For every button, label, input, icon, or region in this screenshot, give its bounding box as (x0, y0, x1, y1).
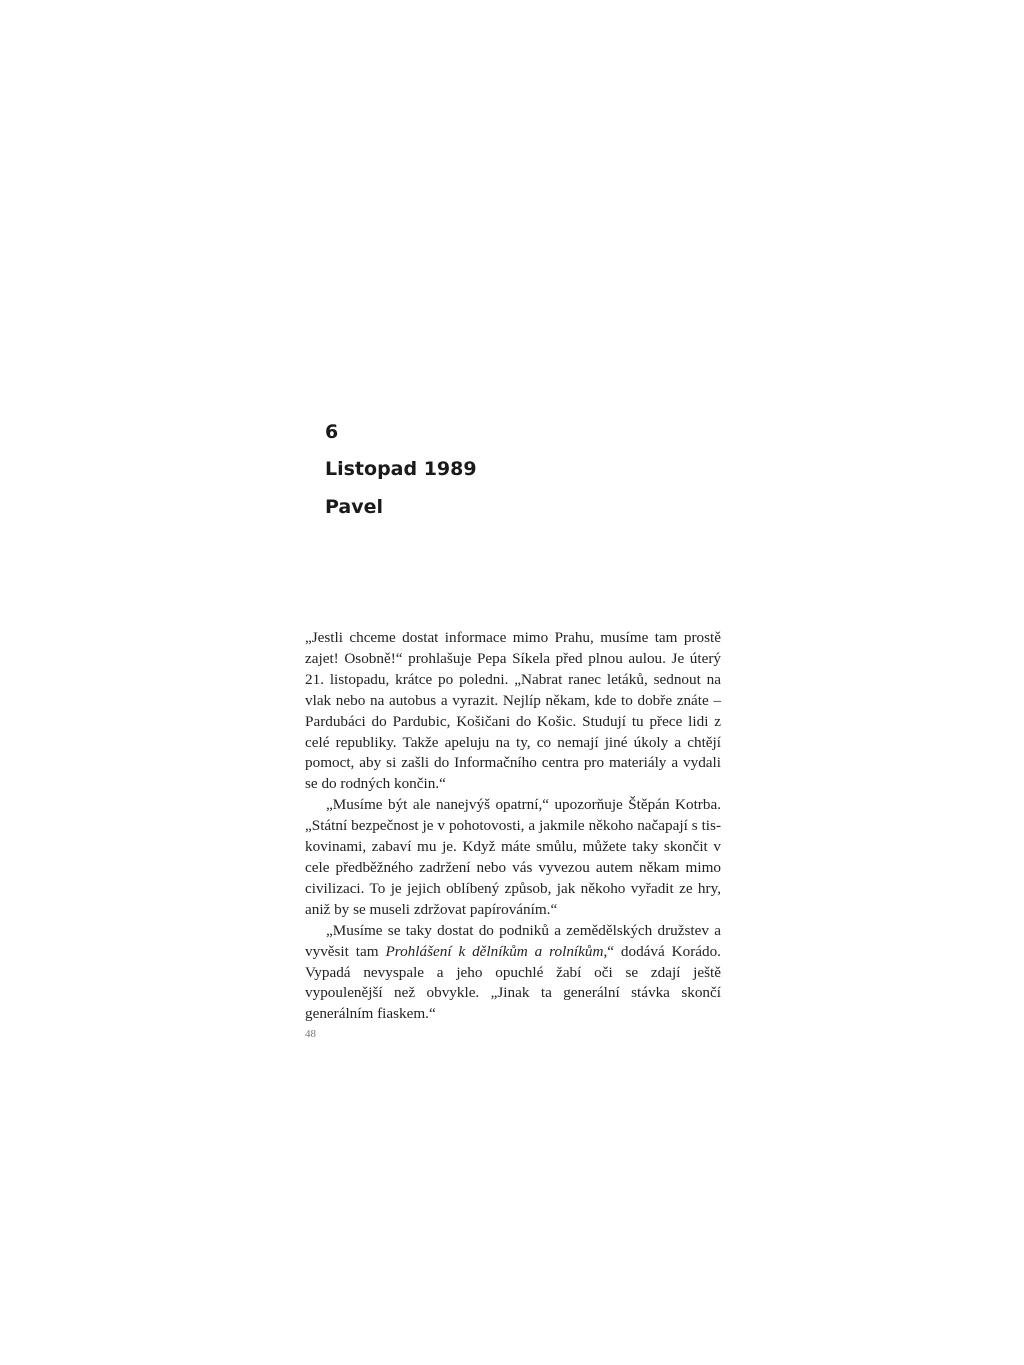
paragraph-text: ,“ dodává Korádo. Vypadá nevyspale a jeho opuchlé žabí oči se zdají ještě vypoulenější než obvykle. „Jinak ta generální stávka skončí generálním fiaskem.“ (305, 942, 721, 1023)
page-number: 48 (305, 1028, 316, 1040)
chapter-body (305, 628, 721, 1025)
paragraph: „Jestli chceme dostat informace mimo Prahu, musíme tam prostě zajet! Osobně!“ prohlašuje Pepa Síkela před plnou aulou. Je úterý 21. listopadu, krátce po poledni. „Nabrat ranec letáků, sednout na vlak nebo na autobus a vyrazit. Nejlíp někam, kde to dobře znáte – Pardubáci do Pardubic, Košičani do Košic. Studují tu přece lidi z celé republiky. Takže apeluju na ty, co nemají jiné úkoly a chtějí pomoct, aby si zašli do Informačního centra pro materiály a vydali se do rodných končin.“ (305, 629, 721, 793)
document-title-italic: Prohlášení k dělníkům a rolníkům (385, 942, 604, 960)
chapter-date: Listopad 1989 (325, 458, 477, 480)
chapter-character: Pavel (325, 496, 384, 518)
paragraph (305, 921, 721, 1026)
paragraph: „Musíme být ale nanejvýš opatrní,“ upozorňuje Štěpán Kotrba. „Státní bezpečnost je v pohotovosti, a jakmile někoho načapají s tiskovinami, zabaví mu je. Když máte smůlu, můžete taky skončit v cele předběžného zadržení nebo vás vyvezou autem někam mimo civilizaci. To je jejich oblíbený způsob, jak někoho vyřadit ze hry, aniž by se museli zdržovat papírováním.“ (305, 796, 721, 918)
paragraph-text: „Musíme se taky dostat do podniků a zemědělských družstev a vyvěsit tam (305, 921, 721, 960)
chapter-number: 6 (325, 421, 339, 443)
